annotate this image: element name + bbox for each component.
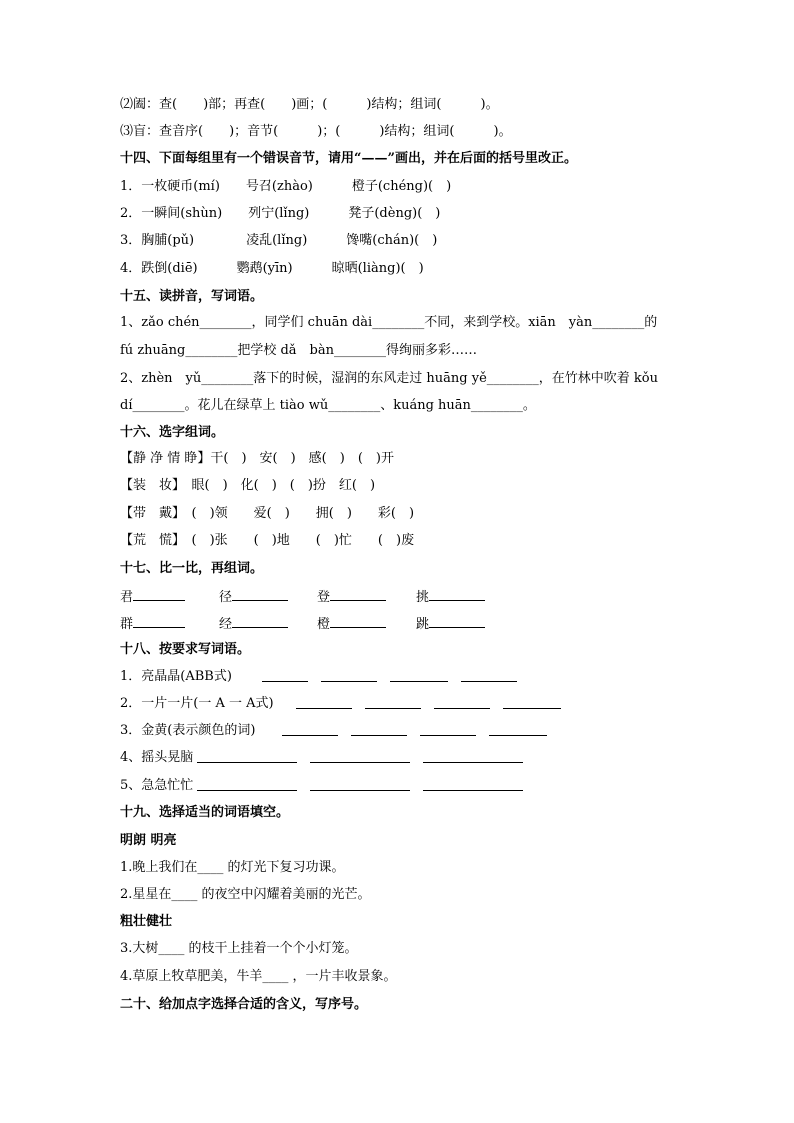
compare-char: 径 <box>219 586 288 608</box>
answer-blanks[interactable] <box>197 776 523 798</box>
word-choice-1: 明朗 明亮 <box>120 833 177 848</box>
section-16-row-3: 【带 戴】 ( )领 爱( ) 拥( ) 彩( ) <box>120 506 415 521</box>
answer-blanks[interactable] <box>197 748 523 770</box>
section-16-row-4: 【荒 慌】 ( )张 ( )地 ( )忙 ( )废 <box>120 533 415 548</box>
answer-blanks[interactable] <box>296 694 561 716</box>
section-14-item-1: 1．一枚硬币(mí) 号召(zhào) 橙子(chéng)( ) <box>120 179 452 194</box>
section-14-heading: 十四、下面每组里有一个错误音节，请用“——”画出，并在后面的括号里改正。 <box>120 151 577 166</box>
section-14-item-3: 3．胸脯(pǔ) 凌乱(lǐng) 馋嘴(chán)( ) <box>120 233 438 248</box>
section-19-item-4: 4.草原上牧草肥美，牛羊____ ，一片丰收景象。 <box>120 969 397 984</box>
answer-blanks[interactable] <box>262 667 517 689</box>
section-18-heading: 十八、按要求写词语。 <box>120 642 251 657</box>
compare-char: 登 <box>317 586 386 608</box>
compare-char: 橙 <box>317 613 386 635</box>
section-18-item-5: 5、急急忙忙 <box>120 778 194 793</box>
section-18-item-3: 3．金黄(表示颜色的词) <box>120 723 256 738</box>
section-18-item-2: 2．一片一片(一 A 一 A式) <box>120 696 274 711</box>
line-lookup-mang: ⑶盲：查音序( )；音节( )；( )结构；组词( )。 <box>120 124 512 139</box>
compare-char: 经 <box>219 613 288 635</box>
section-18-item-1: 1．亮晶晶(ABB式) <box>120 669 232 684</box>
section-16-row-1: 【静 净 情 睁】干( ) 安( ) 感( ) ( )开 <box>120 451 394 466</box>
compare-char: 群 <box>120 613 185 635</box>
section-15-line-3: 2、zhèn yǔ________落下的时候，湿润的东风走过 huāng yě________，在竹林中吹着 kǒu <box>120 371 658 386</box>
section-16-row-2: 【装 妆】 眼( ) 化( ) ( )扮 红( ) <box>120 478 376 493</box>
section-14-item-2: 2．一瞬间(shùn) 列宁(lǐng) 凳子(dèng)( ) <box>120 206 441 221</box>
compare-char: 跳 <box>416 613 485 635</box>
section-14-item-4: 4．跌倒(diē) 鹦鹉(yīn) 晾晒(liàng)( ) <box>120 261 424 276</box>
section-15-line-2: fú zhuāng________把学校 dǎ bàn________得绚丽多彩…… <box>120 343 478 358</box>
section-19-item-2: 2.星星在____ 的夜空中闪耀着美丽的光芒。 <box>120 887 371 902</box>
section-16-heading: 十六、选字组词。 <box>120 425 225 440</box>
line-lookup-he: ⑵阖：查( )部；再查( )画；( )结构；组词( )。 <box>120 97 499 112</box>
section-18-item-4: 4、摇头晃脑 <box>120 750 194 765</box>
section-19-heading: 十九、选择适当的词语填空。 <box>120 805 290 820</box>
compare-char: 挑 <box>416 586 485 608</box>
compare-char: 君 <box>120 586 185 608</box>
section-19-item-3: 3.大树____ 的枝干上挂着一个个小灯笼。 <box>120 941 358 956</box>
section-15-line-4: dí________。花儿在绿草上 tiào wǔ________、kuáng huān________。 <box>120 398 536 413</box>
section-20-heading: 二十、给加点字选择合适的含义，写序号。 <box>120 997 368 1012</box>
word-choice-2: 粗壮健壮 <box>120 914 173 929</box>
section-17-heading: 十七、比一比，再组词。 <box>120 561 264 576</box>
section-15-heading: 十五、读拼音，写词语。 <box>120 289 264 304</box>
answer-blanks[interactable] <box>282 721 547 743</box>
section-15-line-1: 1、zǎo chén________，同学们 chuān dài________不同，来到学校。xiān yàn________的 <box>120 315 658 330</box>
section-19-item-1: 1.晚上我们在____ 的灯光下复习功课。 <box>120 860 345 875</box>
